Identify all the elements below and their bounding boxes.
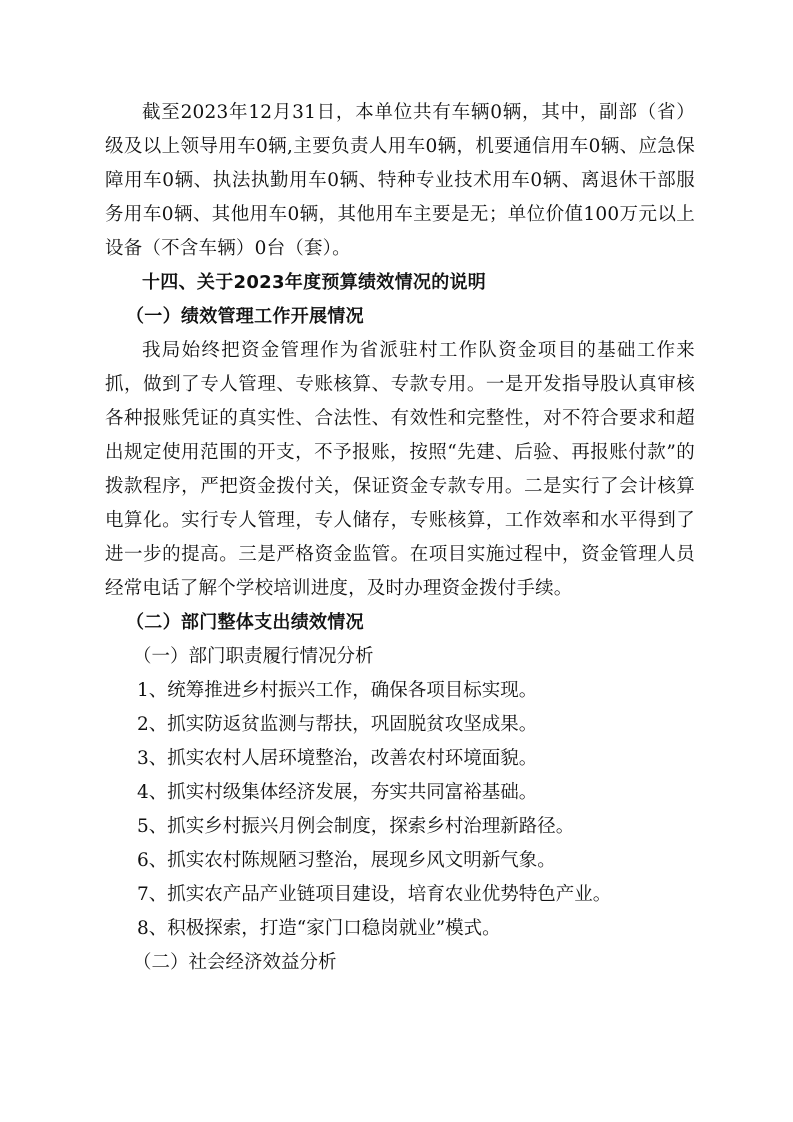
- performance-management-body: 我局始终把资金管理作为省派驻村工作队资金项目的基础工作来抓，做到了专人管理、专账核算、专款专用。一是开发指导股认真审核各种报账凭证的真实性、合法性、有效性和完整性，对不符合要求和超出规定使用范围的开支，不予报账，按照“先建、后验、再报账付款”的拨款程序，严把资金拨付关，保证资金专款专用。二是实行了会计核算电算化。实行专人管理，专人储存，专账核算，工作效率和水平得到了进一步的提高。三是严格资金监管。在项目实施过程中，资金管理人员经常电话了解个学校培训进度，及时办理资金拨付手续。: [105, 340, 695, 599]
- performance-management-heading: （一）绩效管理工作开展情况: [126, 306, 364, 327]
- list-item: 3、抓实农村人居环境整治，改善农村环境面貌。: [137, 748, 538, 769]
- list-item: 7、抓实农产品产业链项目建设，培育农业优势特色产业。: [137, 884, 612, 905]
- overall-expenditure-heading: （二）部门整体支出绩效情况: [126, 612, 364, 633]
- list-item: 4、抓实村级集体经济发展，夯实共同富裕基础。: [137, 782, 538, 803]
- list-item: 6、抓实农村陈规陋习整治，展现乡风文明新气象。: [137, 850, 556, 871]
- list-item: 1、统筹推进乡村振兴工作，确保各项目标实现。: [137, 680, 538, 701]
- section-14-heading: 十四、关于2023年度预算绩效情况的说明: [142, 272, 487, 293]
- duty-performance-subheading: （一）部门职责履行情况分析: [133, 646, 374, 667]
- vehicles-paragraph: 截至2023年12月31日，本单位共有车辆0辆，其中，副部（省）级及以上领导用车0辆,主要负责人用车0辆，机要通信用车0辆、应急保障用车0辆、执法执勤用车0辆、特种专业技术用车0辆、离退休干部服务用车0辆、其他用车0辆，其他用车主要是无；单位价值100万元以上设备（不含车辆）0台（套）。: [105, 102, 695, 259]
- social-economic-subheading: （二）社会经济效益分析: [133, 952, 337, 973]
- list-item: 5、抓实乡村振兴月例会制度，探索乡村治理新路径。: [137, 816, 575, 837]
- list-item: 8、积极探索，打造“家门口稳岗就业”模式。: [137, 918, 501, 939]
- page-content: [105, 96, 695, 980]
- list-item: 2、抓实防返贫监测与帮扶，巩固脱贫攻坚成果。: [137, 714, 538, 735]
- duty-list: [105, 674, 695, 946]
